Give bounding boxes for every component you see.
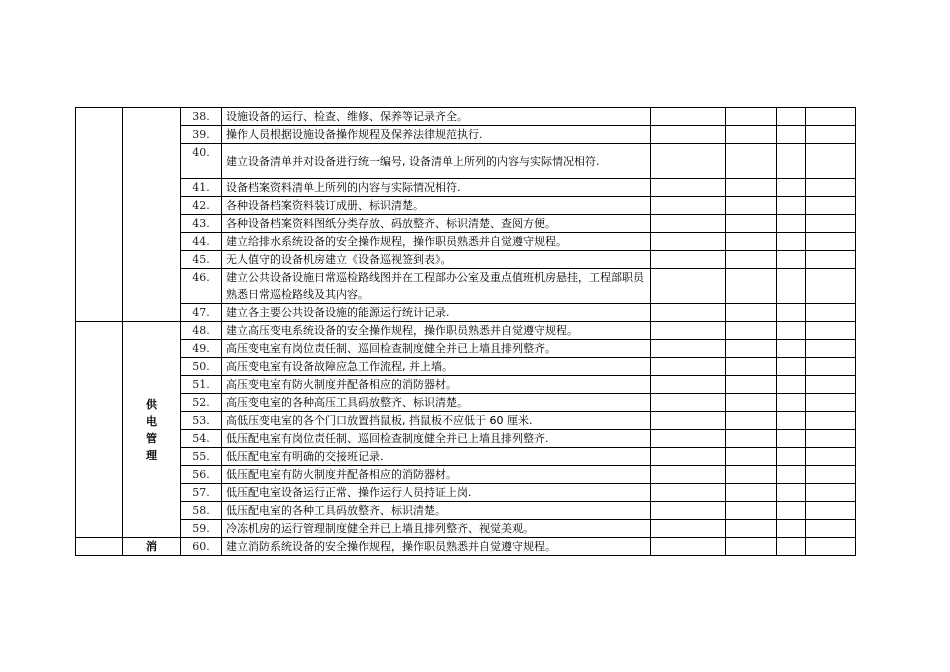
item-description: 设备档案资料清单上所列的内容与实际情况相符.: [222, 179, 651, 197]
table-row: [76, 304, 856, 322]
score-cell[interactable]: [777, 484, 806, 502]
score-cell[interactable]: [726, 484, 777, 502]
score-cell[interactable]: [726, 179, 777, 197]
score-cell[interactable]: [777, 126, 806, 144]
item-description: 低压配电室设备运行正常、操作运行人员持证上岗.: [222, 484, 651, 502]
table-row: [76, 484, 856, 502]
table-row: [76, 376, 856, 394]
score-cell[interactable]: [777, 520, 806, 538]
score-cell[interactable]: [777, 358, 806, 376]
score-cell[interactable]: [651, 251, 726, 269]
item-number: 43.: [181, 215, 222, 233]
category-cell: [123, 322, 181, 538]
score-cell[interactable]: [806, 448, 856, 466]
score-cell[interactable]: [726, 251, 777, 269]
score-cell[interactable]: [651, 126, 726, 144]
score-cell[interactable]: [777, 412, 806, 430]
score-cell[interactable]: [651, 376, 726, 394]
table-row: [76, 179, 856, 197]
item-number: 46.: [181, 269, 222, 304]
score-cell[interactable]: [777, 251, 806, 269]
score-cell[interactable]: [726, 233, 777, 251]
score-cell[interactable]: [651, 538, 726, 556]
table-row: [76, 502, 856, 520]
score-cell[interactable]: [777, 144, 806, 179]
score-cell[interactable]: [651, 197, 726, 215]
item-description: 低压配电室有明确的交接班记录.: [222, 448, 651, 466]
score-cell[interactable]: [726, 520, 777, 538]
score-cell[interactable]: [777, 322, 806, 340]
score-cell[interactable]: [777, 108, 806, 126]
score-cell[interactable]: [806, 215, 856, 233]
item-number: 60.: [181, 538, 222, 556]
blank-cell: [76, 538, 123, 556]
table-row: [76, 197, 856, 215]
score-cell[interactable]: [806, 304, 856, 322]
score-cell[interactable]: [777, 448, 806, 466]
score-cell[interactable]: [651, 233, 726, 251]
score-cell[interactable]: [806, 269, 856, 304]
score-cell[interactable]: [651, 502, 726, 520]
score-cell[interactable]: [651, 322, 726, 340]
item-description: 操作人员根据设施设备操作规程及保养法律规范执行.: [222, 126, 651, 144]
inspection-table: [75, 107, 856, 556]
score-cell[interactable]: [651, 215, 726, 233]
score-cell[interactable]: [726, 538, 777, 556]
blank-cell: [76, 322, 123, 538]
score-cell[interactable]: [726, 502, 777, 520]
table-row: [76, 215, 856, 233]
score-cell[interactable]: [726, 340, 777, 358]
score-cell[interactable]: [777, 179, 806, 197]
item-number: 52.: [181, 394, 222, 412]
item-description: 各种设备档案资料装订成册、标识清楚。: [222, 197, 651, 215]
item-description: 低压配电室的各种工具码放整齐、标识清楚。: [222, 502, 651, 520]
score-cell[interactable]: [651, 466, 726, 484]
table-row: [76, 144, 856, 179]
score-cell[interactable]: [777, 394, 806, 412]
score-cell[interactable]: [651, 179, 726, 197]
item-description: 高低压变电室的各个门口放置挡鼠板, 挡鼠板不应低于 60 厘米.: [222, 412, 651, 430]
item-number: 42.: [181, 197, 222, 215]
item-description: 高压变电室的各种高压工具码放整齐、标识清楚。: [222, 394, 651, 412]
score-cell[interactable]: [651, 144, 726, 179]
score-cell[interactable]: [806, 322, 856, 340]
item-description: 低压配电室有岗位责任制、巡回检查制度健全并已上墙且排列整齐.: [222, 430, 651, 448]
score-cell[interactable]: [806, 484, 856, 502]
item-description: 建立给排水系统设备的安全操作规程，操作职员熟悉并自觉遵守规程。: [222, 233, 651, 251]
item-number: 53.: [181, 412, 222, 430]
score-cell[interactable]: [651, 430, 726, 448]
score-cell[interactable]: [806, 376, 856, 394]
score-cell[interactable]: [726, 448, 777, 466]
score-cell[interactable]: [806, 108, 856, 126]
score-cell[interactable]: [726, 466, 777, 484]
table-row: [76, 108, 856, 126]
score-cell[interactable]: [777, 233, 806, 251]
score-cell[interactable]: [806, 126, 856, 144]
item-description: 高压变电室有岗位责任制、巡回检查制度健全并已上墙且排列整齐。: [222, 340, 651, 358]
item-number: 49.: [181, 340, 222, 358]
item-number: 39.: [181, 126, 222, 144]
item-description: 建立各主要公共设备设施的能源运行统计记录.: [222, 304, 651, 322]
item-description: 无人值守的设备机房建立《设备巡视签到表》。: [222, 251, 651, 269]
item-number: 58.: [181, 502, 222, 520]
item-description: 高压变电室有设备故障应急工作流程, 并上墙。: [222, 358, 651, 376]
item-number: 50.: [181, 358, 222, 376]
score-cell[interactable]: [651, 304, 726, 322]
score-cell[interactable]: [726, 215, 777, 233]
score-cell[interactable]: [806, 179, 856, 197]
score-cell[interactable]: [806, 340, 856, 358]
table-row: [76, 233, 856, 251]
score-cell[interactable]: [806, 412, 856, 430]
score-cell[interactable]: [777, 430, 806, 448]
item-number: 51.: [181, 376, 222, 394]
score-cell[interactable]: [726, 197, 777, 215]
item-description: 建立设备清单并对设备进行统一编号, 设备清单上所列的内容与实际情况相符.: [222, 144, 651, 179]
table-row: [76, 538, 856, 556]
score-cell[interactable]: [777, 215, 806, 233]
table-row: [76, 394, 856, 412]
score-cell[interactable]: [777, 376, 806, 394]
item-description: 建立高压变电系统设备的安全操作规程，操作职员熟悉并自觉遵守规程。: [222, 322, 651, 340]
score-cell[interactable]: [777, 197, 806, 215]
score-cell[interactable]: [726, 430, 777, 448]
score-cell[interactable]: [806, 251, 856, 269]
score-cell[interactable]: [651, 269, 726, 304]
item-number: 45.: [181, 251, 222, 269]
score-cell[interactable]: [806, 394, 856, 412]
score-cell[interactable]: [726, 412, 777, 430]
score-cell[interactable]: [726, 269, 777, 304]
table-row: [76, 126, 856, 144]
table-row: [76, 251, 856, 269]
score-cell[interactable]: [806, 520, 856, 538]
score-cell[interactable]: [651, 412, 726, 430]
score-cell[interactable]: [777, 466, 806, 484]
score-cell[interactable]: [726, 108, 777, 126]
score-cell[interactable]: [777, 502, 806, 520]
score-cell[interactable]: [806, 538, 856, 556]
score-cell[interactable]: [777, 340, 806, 358]
item-number: 48.: [181, 322, 222, 340]
score-cell[interactable]: [651, 520, 726, 538]
score-cell[interactable]: [777, 304, 806, 322]
item-description: 建立消防系统设备的安全操作规程，操作职员熟悉并自觉遵守规程。: [222, 538, 651, 556]
item-number: 56.: [181, 466, 222, 484]
score-cell[interactable]: [806, 197, 856, 215]
score-cell[interactable]: [726, 376, 777, 394]
table-row: [76, 520, 856, 538]
item-description: 设施设备的运行、检查、维修、保养等记录齐全。: [222, 108, 651, 126]
score-cell[interactable]: [777, 538, 806, 556]
score-cell[interactable]: [806, 502, 856, 520]
score-cell[interactable]: [806, 233, 856, 251]
score-cell[interactable]: [806, 466, 856, 484]
item-description: 建立公共设备设施日常巡检路线图并在工程部办公室及重点值班机房悬挂，工程部职员熟悉日常巡检路线及其内容。: [222, 269, 651, 304]
score-cell[interactable]: [806, 144, 856, 179]
item-number: 41.: [181, 179, 222, 197]
item-description: 冷冻机房的运行管理制度健全并已上墙且排列整齐、视觉美观。: [222, 520, 651, 538]
item-number: 57.: [181, 484, 222, 502]
item-number: 44.: [181, 233, 222, 251]
score-cell[interactable]: [726, 322, 777, 340]
item-number: 54.: [181, 430, 222, 448]
score-cell[interactable]: [726, 358, 777, 376]
score-cell[interactable]: [651, 108, 726, 126]
item-description: 各种设备档案资料图纸分类存放、码放整齐、标识清楚、查阅方便。: [222, 215, 651, 233]
score-cell[interactable]: [726, 126, 777, 144]
table-row: [76, 412, 856, 430]
table-row: [76, 340, 856, 358]
score-cell[interactable]: [651, 358, 726, 376]
score-cell[interactable]: [726, 304, 777, 322]
category-cell: [123, 538, 181, 556]
table-row: [76, 322, 856, 340]
category-label: 消: [146, 540, 157, 553]
score-cell[interactable]: [651, 340, 726, 358]
score-cell[interactable]: [651, 448, 726, 466]
table-row: [76, 358, 856, 376]
item-description: 低压配电室有防火制度并配备相应的消防器材。: [222, 466, 651, 484]
score-cell[interactable]: [651, 484, 726, 502]
score-cell[interactable]: [726, 144, 777, 179]
item-number: 38.: [181, 108, 222, 126]
score-cell[interactable]: [726, 394, 777, 412]
score-cell[interactable]: [806, 430, 856, 448]
table-row: [76, 430, 856, 448]
table-row: [76, 448, 856, 466]
table-row: [76, 269, 856, 304]
item-number: 40.: [181, 144, 222, 179]
score-cell[interactable]: [806, 358, 856, 376]
table-row: [76, 466, 856, 484]
item-description: 高压变电室有防火制度并配备相应的消防器材。: [222, 376, 651, 394]
item-number: 47.: [181, 304, 222, 322]
category-label: 供 电 管 理: [146, 397, 157, 462]
score-cell[interactable]: [777, 269, 806, 304]
score-cell[interactable]: [651, 394, 726, 412]
item-number: 55.: [181, 448, 222, 466]
category-cell: [123, 108, 181, 322]
item-number: 59.: [181, 520, 222, 538]
blank-cell: [76, 108, 123, 322]
